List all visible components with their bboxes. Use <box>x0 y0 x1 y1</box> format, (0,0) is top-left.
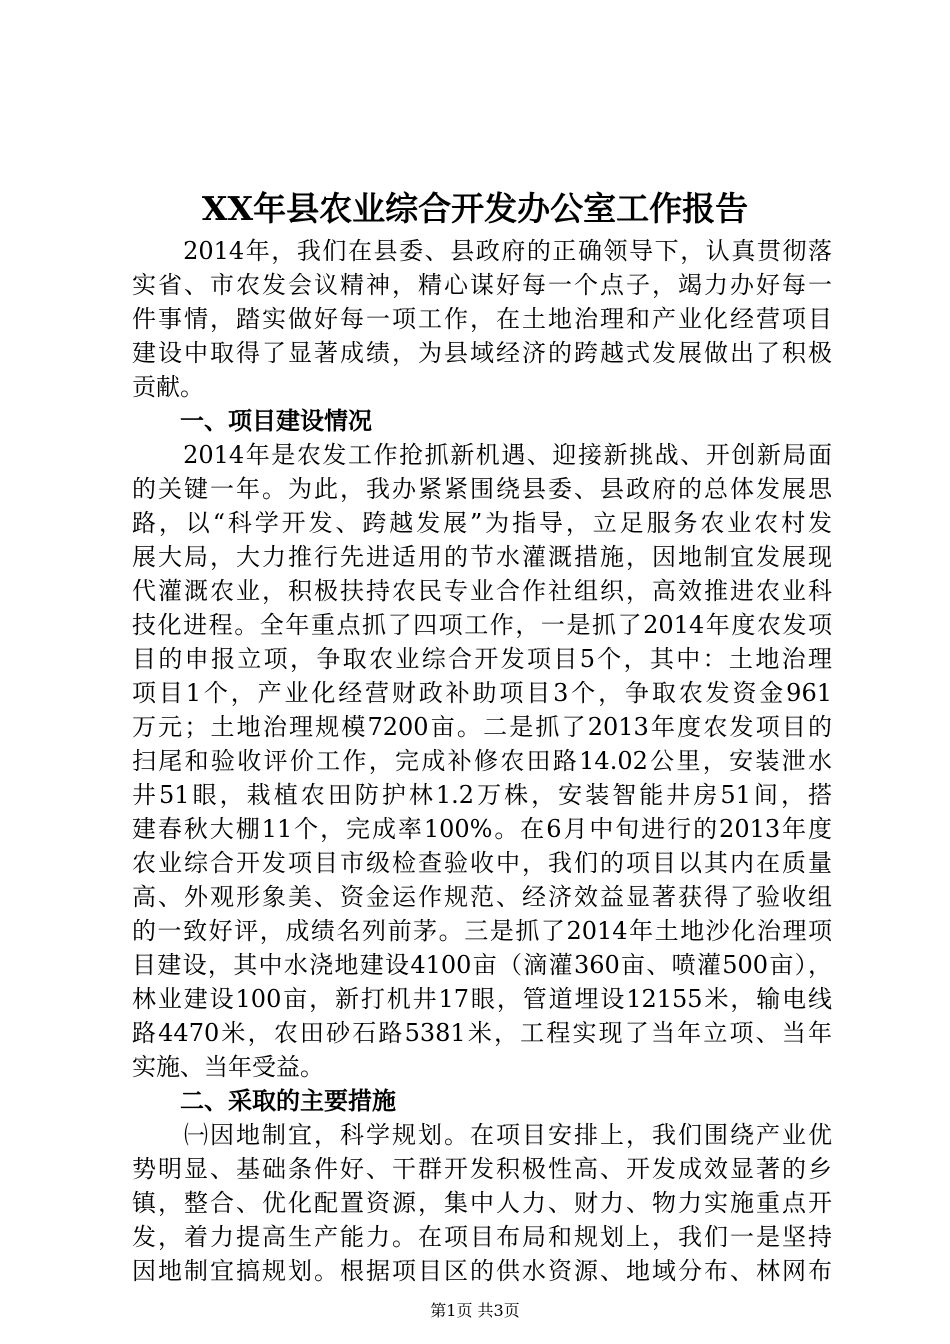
section-heading: 二、采取的主要措施 <box>132 1086 396 1115</box>
paragraph-line: 发，着力提高生产能力。在项目布局和规划上，我们一是坚持 <box>132 1223 832 1251</box>
paragraph-line: 实施、当年受益。 <box>132 1053 324 1081</box>
paragraph-line: 件事情，踏实做好每一项工作，在土地治理和产业化经营项目 <box>132 305 832 333</box>
paragraph-line: 2014年是农发工作抢抓新机遇、迎接新挑战、开创新局面 <box>132 441 832 469</box>
page-footer: 第1页 共3页 <box>430 1301 520 1320</box>
paragraph-line: 2014年，我们在县委、县政府的正确领导下，认真贯彻落 <box>132 237 832 265</box>
paragraph-line: 镇，整合、优化配置资源，集中人力、财力、物力实施重点开 <box>132 1189 832 1217</box>
paragraph-line: 贡献。 <box>132 373 204 401</box>
paragraph-line: 高、外观形象美、资金运作规范、经济效益显著获得了验收组 <box>132 883 832 911</box>
paragraph-line: ㈠因地制宜，科学规划。在项目安排上，我们围绕产业优 <box>132 1121 832 1149</box>
paragraph-line: 实省、市农发会议精神，精心谋好每一个点子，竭力办好每一 <box>132 271 832 299</box>
paragraph-line: 的一致好评，成绩名列前茅。三是抓了2014年土地沙化治理项 <box>132 917 832 945</box>
paragraph-line: 农业综合开发项目市级检查验收中，我们的项目以其内在质量 <box>132 849 832 877</box>
paragraph-line: 代灌溉农业，积极扶持农民专业合作社组织，高效推进农业科 <box>132 577 832 605</box>
paragraph-line: 的关键一年。为此，我办紧紧围绕县委、县政府的总体发展思 <box>132 475 832 503</box>
document-title: XX年县农业综合开发办公室工作报告 <box>201 189 749 228</box>
paragraph-line: 路4470米，农田砂石路5381米，工程实现了当年立项、当年 <box>132 1019 832 1047</box>
paragraph-line: 展大局，大力推行先进适用的节水灌溉措施，因地制宜发展现 <box>132 543 832 571</box>
paragraph-line: 建设中取得了显著成绩，为县域经济的跨越式发展做出了积极 <box>132 339 832 367</box>
section-heading: 一、项目建设情况 <box>132 406 372 435</box>
paragraph-line: 因地制宜搞规划。根据项目区的供水资源、地域分布、林网布 <box>132 1257 832 1285</box>
paragraph-line: 项目1个，产业化经营财政补助项目3个，争取农发资金961 <box>132 679 832 707</box>
paragraph-line: 林业建设100亩，新打机井17眼，管道埋设12155米，输电线 <box>132 985 832 1013</box>
paragraph-line: 势明显、基础条件好、干群开发积极性高、开发成效显著的乡 <box>132 1155 832 1183</box>
paragraph-line: 目建设，其中水浇地建设4100亩（滴灌360亩、喷灌500亩）， <box>132 951 832 979</box>
paragraph-line: 技化进程。全年重点抓了四项工作，一是抓了2014年度农发项 <box>132 611 832 639</box>
paragraph-line: 扫尾和验收评价工作，完成补修农田路14.02公里，安装泄水 <box>132 747 832 775</box>
paragraph-line: 井51眼，栽植农田防护林1.2万株，安装智能井房51间，搭 <box>132 781 832 809</box>
paragraph-line: 路，以“科学开发、跨越发展”为指导，立足服务农业农村发 <box>132 509 832 537</box>
paragraph-line: 建春秋大棚11个，完成率100%。在6月中旬进行的2013年度 <box>132 815 832 843</box>
paragraph-line: 目的申报立项，争取农业综合开发项目5个，其中：土地治理 <box>132 645 832 673</box>
paragraph-line: 万元；土地治理规模7200亩。二是抓了2013年度农发项目的 <box>132 713 832 741</box>
